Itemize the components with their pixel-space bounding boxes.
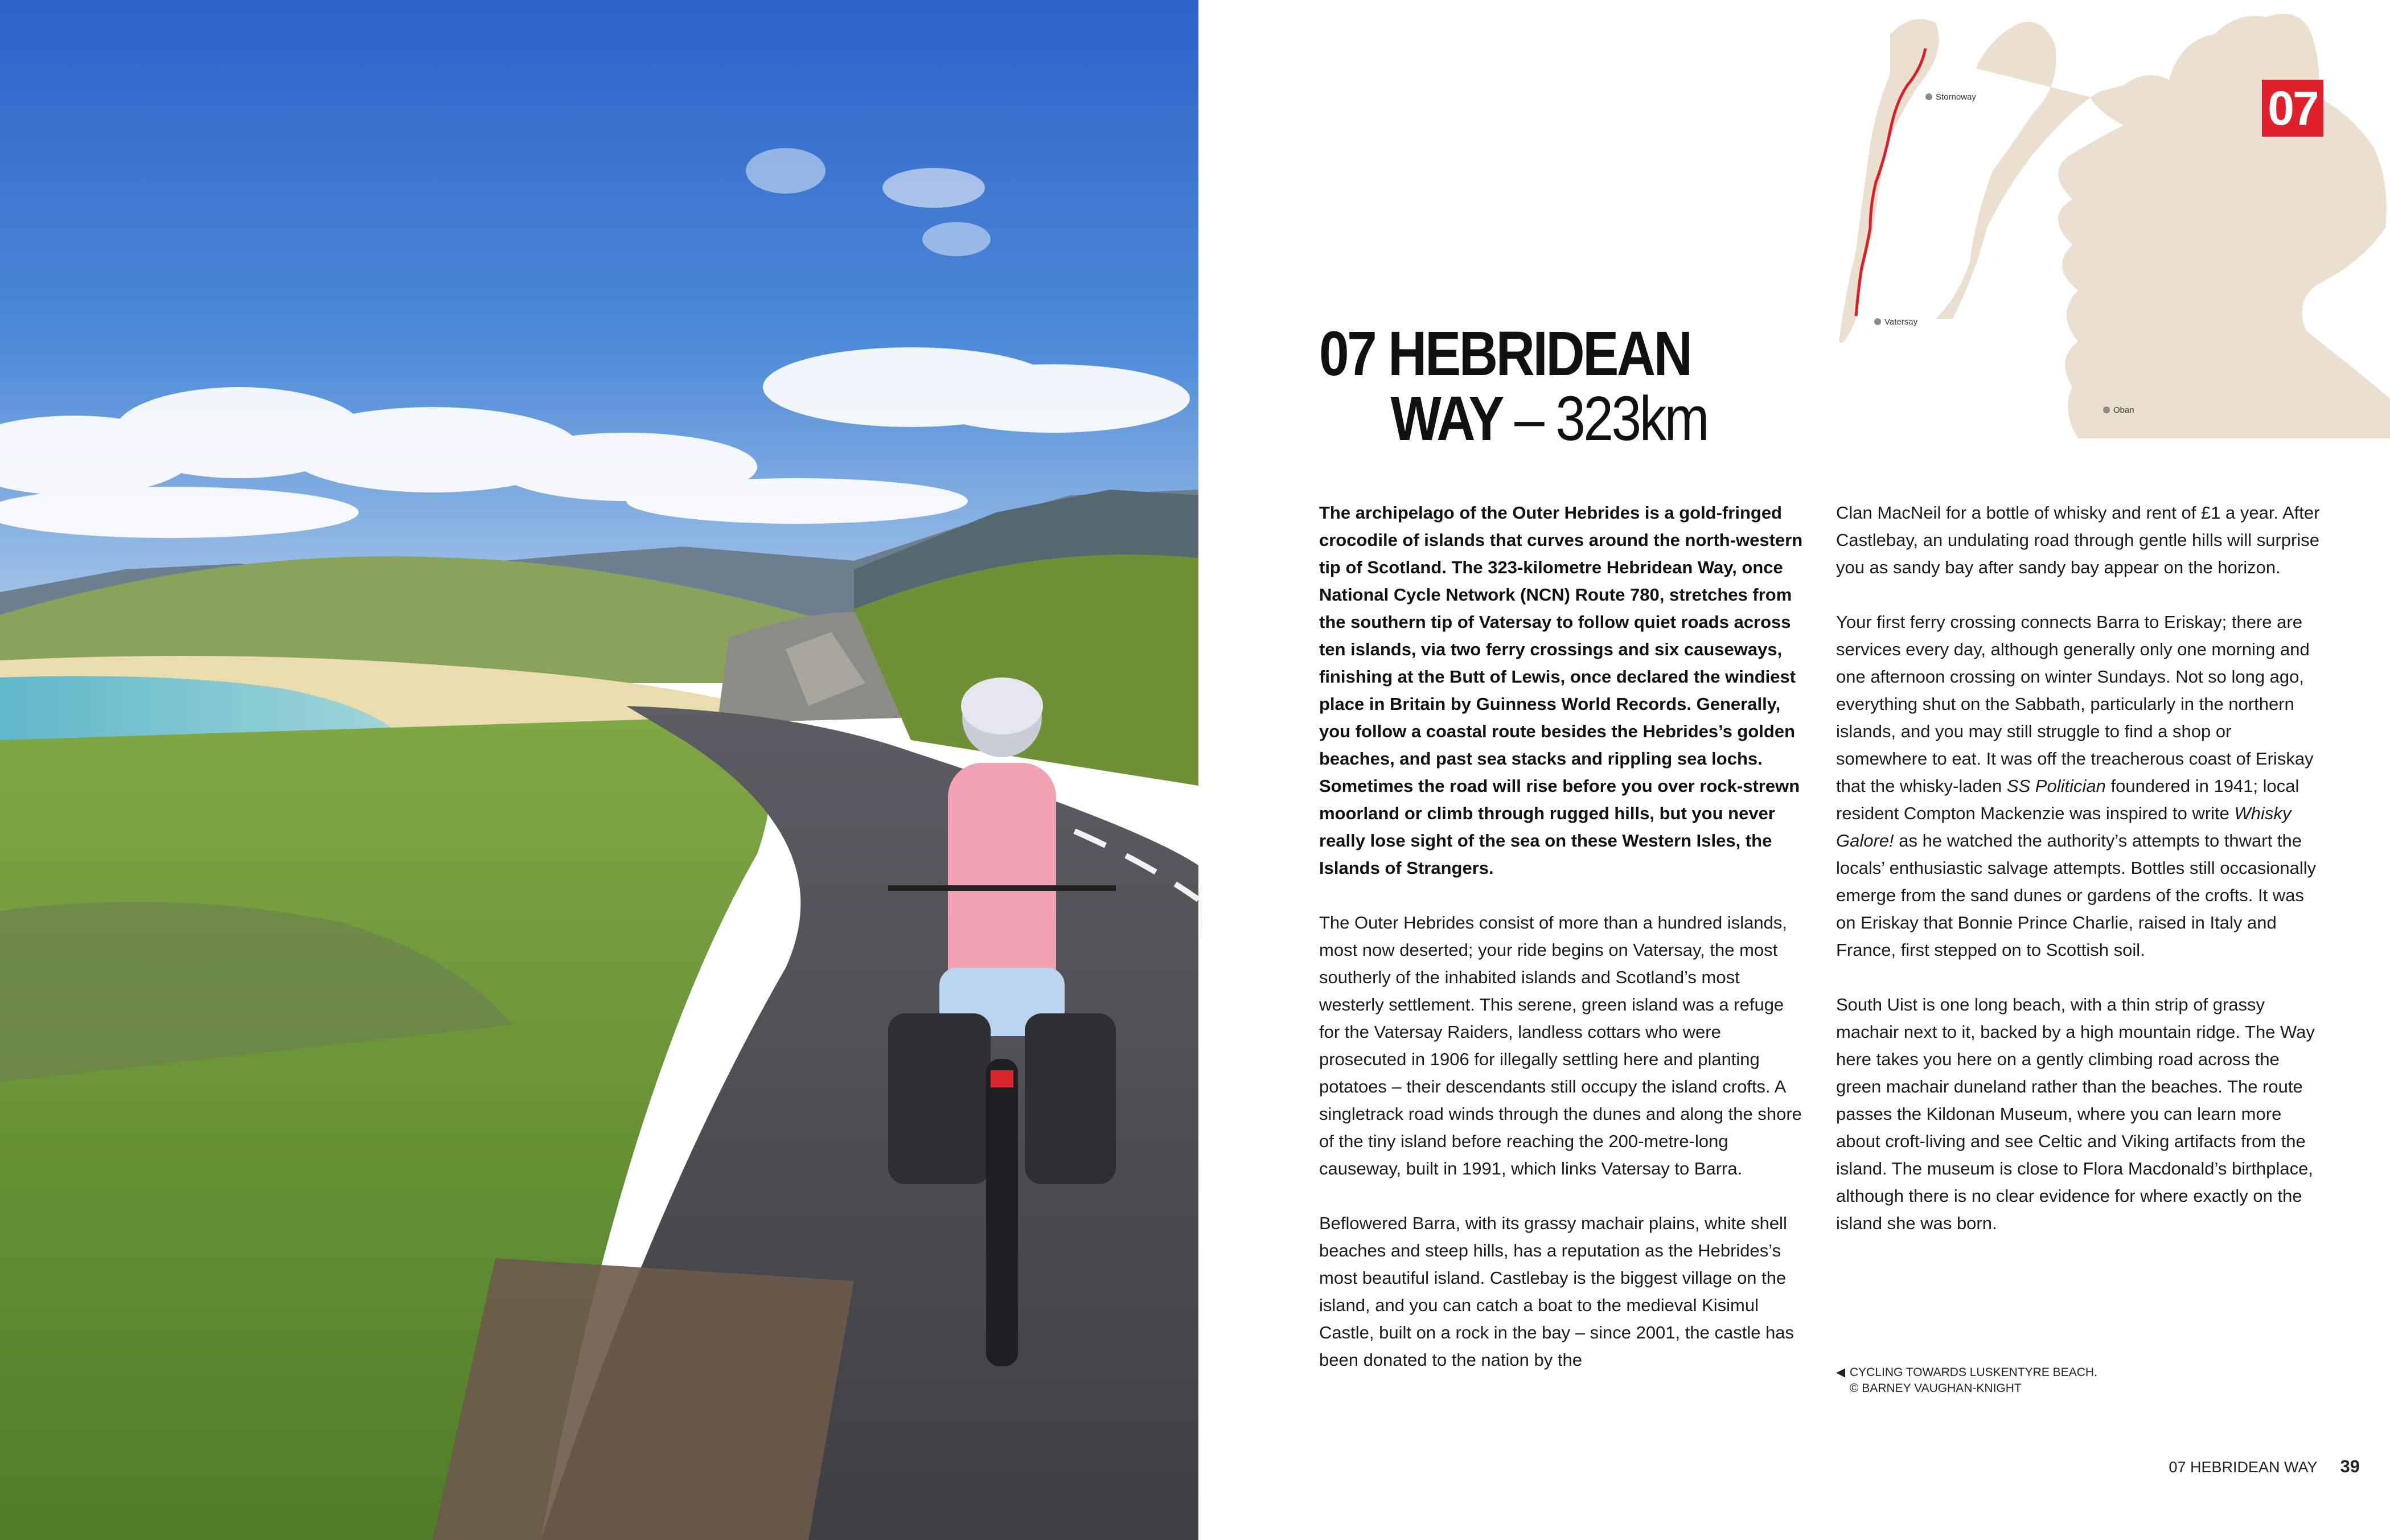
marker-vatersay: [1874, 318, 1881, 325]
chapter-title: [1319, 319, 1707, 454]
label-oban: Oban: [2113, 405, 2134, 415]
body-paragraph-3: Clan MacNeil for a bottle of whisky and rent of £1 a year. After Castlebay, an undulating road through gentle hills will surprise you as sandy bay after sandy bay appear on the horizon.: [1836, 503, 2320, 577]
marker-stornoway: [1925, 93, 1932, 100]
footer-section: 07 HEBRIDEAN WAY: [2169, 1459, 2318, 1476]
body-paragraph-1: The Outer Hebrides consist of more than a hundred islands, most now deserted; your ride begins on Vatersay, the most southerly of the inhabited islands and Scotland’s most westerly settlement. This serene, green island was a refuge for the Vatersay Raiders, landless cottars who were prosecuted in 1906 for illegally settling here and planting potatoes – their descendants still occupy the island crofts. A singletrack road winds through the dunes and along the shore of the tiny island before reaching the 200-metre-long causeway, built in 1991, which links Vatersay to Barra.: [1319, 913, 1802, 1178]
text-column-2: [1836, 499, 2323, 1264]
ship-name: SS Politician: [2006, 776, 2106, 796]
p4-part-a: Your first ferry crossing connects Barra to Eriskay; there are services every day, although generally only one morning and one afternoon crossing on winter Sundays. Not so long ago, everything shut on the Sabbath, particularly in the northern islands, and you may still struggle to find a shop or somewhere to eat. It was off the treacherous coast of Eriskay that the whisky-laden: [1836, 612, 2314, 796]
body-paragraph-2: Beflowered Barra, with its grassy machair plains, white shell beaches and steep hills, has a reputation as the Hebrides’s most beautiful island. Castlebay is the biggest village on the island, and you can catch a boat to the medieval Kisimul Castle, built on a rock in the bay – since 2001, the castle has been donated to the nation by the: [1319, 1213, 1794, 1370]
outer-hebrides: [1839, 19, 1939, 342]
route-map: [1805, 0, 2390, 438]
photo-credit: © BARNEY VAUGHAN-KNIGHT: [1850, 1382, 2022, 1395]
title-line-1: 07 HEBRIDEAN: [1319, 319, 1691, 389]
p4-part-b: foundered in 1941; local resident Compton Mackenzie was inspired to write: [1836, 776, 2299, 823]
body-paragraph-5: South Uist is one long beach, with a thin strip of grassy machair next to it, backed by a high mountain ridge. The Way here takes you here on a gently climbing road across the green machair duneland rather than the beaches. The route passes the Kildonan Museum, where you can learn more about croft-living and see Celtic and Viking artifacts from the island. The museum is close to Flora Macdonald’s birthplace, although there is no clear evidence for where exactly on the island she was born.: [1836, 995, 2315, 1233]
title-line-2: [1319, 384, 1707, 454]
book-title: Whisky Galore!: [1836, 803, 2292, 851]
title-word-way: WAY: [1390, 384, 1502, 454]
lead-paragraph: The archipelago of the Outer Hebrides is a gold-fringed crocodile of islands that curves around the north-western tip of Scotland. The 323-kilometre Hebridean Way, once National Cycle Network (NCN) Route 780, stretches from the southern tip of Vatersay to follow quiet roads across ten islands, via two ferry crossings and six causeways, finishing at the Butt of Lewis, once declared the windiest place in Britain by Guinness World Records. Generally, you follow a coastal route besides the Hebrides’s golden beaches, and past sea stacks and rippling sea lochs. Sometimes the road will rise before you over rock-strewn moorland or climb through rugged hills, but you never really lose sight of the sea on these Western Isles, the Islands of Strangers.: [1319, 503, 1803, 878]
page-number: 39: [2340, 1456, 2360, 1476]
p4-part-c: as he watched the authority’s attempts to thwart the locals’ enthusiastic salvage attempts. Bottles still occasionally emerge from the sand dunes or gardens of the crofts. It was on Eriskay that Bonnie Prince Charlie, raised in Italy and France, first stepped on to Scottish soil.: [1836, 831, 2317, 960]
text-page: [1198, 0, 2390, 1540]
marker-oban: [2103, 406, 2110, 413]
triangle-left-icon: ◀: [1836, 1366, 1846, 1379]
chapter-badge: 07: [2262, 80, 2323, 137]
page-footer: [2098, 1456, 2360, 1477]
photo-caption: [1836, 1365, 2097, 1397]
body-paragraph-4: [1836, 609, 2323, 964]
label-stornoway: Stornoway: [1936, 92, 1976, 102]
text-column-1: [1319, 499, 1806, 1401]
scotland-land: [1936, 14, 2390, 438]
label-vatersay: Vatersay: [1884, 317, 1918, 327]
title-distance: – 323km: [1514, 384, 1707, 454]
caption-text: CYCLING TOWARDS LUSKENTYRE BEACH.: [1850, 1366, 2097, 1379]
